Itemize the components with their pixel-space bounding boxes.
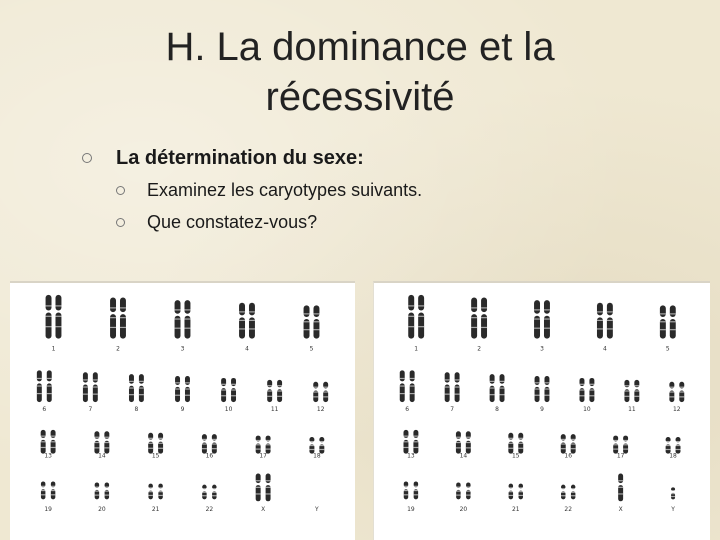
chromosome-number-label: Y [315, 506, 319, 514]
chromosome-number-label: 17 [259, 452, 267, 460]
chromosome [634, 380, 639, 402]
chromosome [323, 382, 328, 402]
chromosome-number-label: 14 [459, 452, 468, 460]
chromosome [148, 433, 153, 454]
chromosome [490, 374, 495, 402]
karyotype-left-svg [10, 283, 355, 540]
chromosome [267, 380, 272, 402]
chromosome [471, 298, 477, 339]
chromosome-number-label: 14 [98, 452, 106, 460]
chromosome [309, 437, 314, 454]
chromosome [676, 437, 681, 454]
chromosome [413, 430, 418, 454]
chromosome [239, 303, 245, 339]
chromosome [408, 295, 414, 339]
chromosome [94, 431, 99, 453]
chromosome-number-label: 21 [512, 506, 520, 514]
chromosome [202, 485, 206, 500]
chromosome [410, 370, 415, 402]
chromosome-x [618, 474, 623, 502]
chromosome [256, 436, 261, 454]
chromosome [518, 433, 523, 454]
chromosome [51, 481, 55, 499]
chromosome [110, 298, 116, 339]
chromosome-number-label: 3 [540, 345, 544, 353]
chromosome [202, 434, 207, 454]
chromosome-number-label: 20 [459, 506, 468, 514]
chromosome [95, 483, 99, 500]
chromosome-number-label: X [618, 506, 623, 514]
chromosome [221, 378, 226, 402]
chromosome-number-label: 3 [180, 345, 185, 353]
chromosome-number-label: 19 [407, 506, 415, 514]
chromosome-number-label: 12 [316, 406, 325, 414]
chromosome [231, 378, 236, 402]
chromosome [175, 376, 180, 402]
chromosome [666, 437, 671, 454]
chromosome [277, 380, 282, 402]
chromosome [93, 372, 98, 402]
karyotype-right-svg [374, 283, 710, 540]
chromosome [481, 298, 487, 339]
chromosome-number-label: 17 [616, 452, 625, 460]
chromosome [670, 305, 676, 338]
chromosome [83, 372, 88, 402]
chromosome-number-label: 7 [450, 406, 455, 414]
chromosome-y [671, 487, 675, 499]
chromosome [41, 481, 45, 499]
chromosome-number-label: 8 [134, 406, 139, 414]
chromosome-number-label: 2 [477, 345, 481, 353]
chromosome [158, 433, 163, 454]
karyotype-image-right [373, 281, 710, 540]
chromosome-number-label: 18 [669, 452, 677, 460]
chromosome [175, 300, 181, 338]
chromosome [456, 483, 460, 500]
chromosome [669, 382, 674, 402]
chromosome-number-label: 9 [540, 406, 544, 414]
chromosome [184, 300, 190, 338]
chromosome [607, 303, 613, 339]
chromosome [120, 298, 126, 339]
chromosome [212, 485, 216, 500]
chromosome [466, 483, 470, 500]
bullet-main-text: La détermination du sexe: [116, 146, 364, 169]
chromosome-number-label: 10 [224, 406, 233, 414]
chromosome-number-label: 6 [405, 406, 410, 414]
chromosome-number-label: 7 [88, 406, 93, 414]
bullet-circle-icon [116, 218, 125, 227]
chromosome [404, 481, 408, 499]
chromosome [105, 483, 109, 500]
chromosome-number-label: Y [671, 506, 675, 514]
bullet-circle-icon [116, 186, 125, 195]
chromosome-number-label: 12 [673, 406, 681, 414]
bullet-item-sub-1 [116, 176, 642, 204]
chromosome [544, 300, 550, 338]
chromosome [508, 433, 513, 454]
chromosome [597, 303, 603, 339]
bullet-list [82, 144, 642, 236]
chromosome [519, 484, 523, 500]
chromosome-number-label: 1 [414, 345, 419, 353]
chromosome [589, 378, 594, 402]
chromosome [500, 374, 505, 402]
bullet-item-sub-2 [116, 208, 642, 236]
chromosome-number-label: 16 [205, 452, 214, 460]
chromosome [561, 485, 565, 500]
chromosome [313, 382, 318, 402]
chromosome [679, 382, 684, 402]
chromosome [455, 372, 460, 402]
chromosome-number-label: 21 [151, 506, 160, 514]
chromosome-number-label: 22 [564, 506, 572, 514]
chromosome-x [266, 474, 271, 502]
chromosome [129, 374, 134, 402]
bullet-item-main [82, 144, 642, 172]
chromosome [624, 380, 629, 402]
chromosome [534, 300, 540, 338]
chromosome [212, 434, 217, 454]
chromosome-number-label: 13 [44, 452, 52, 460]
chromosome [104, 431, 109, 453]
chromosome [613, 436, 618, 454]
title-line-1: H. La dominance et la [165, 25, 555, 69]
karyotype-image-left [10, 281, 355, 540]
chromosome-number-label: 11 [628, 406, 636, 414]
chromosome [544, 376, 549, 402]
chromosome [266, 436, 271, 454]
chromosome-number-label: 5 [309, 345, 314, 353]
chromosome-number-label: 20 [98, 506, 106, 514]
chromosome [579, 378, 584, 402]
chromosome [46, 295, 52, 339]
chromosome-number-label: 5 [665, 345, 670, 353]
chromosome [47, 370, 52, 402]
chromosome [414, 481, 418, 499]
chromosome-number-label: 11 [270, 406, 279, 414]
chromosome [456, 431, 461, 453]
chromosome [185, 376, 190, 402]
chromosome-number-label: 8 [495, 406, 499, 414]
chromosome-number-label: 2 [116, 345, 120, 353]
chromosome-number-label: 15 [151, 452, 160, 460]
chromosome-number-label: 15 [512, 452, 520, 460]
chromosome [51, 430, 56, 454]
chromosome [249, 303, 255, 339]
bullet-circle-icon [82, 153, 92, 163]
chromosome-number-label: 1 [51, 345, 56, 353]
chromosome-number-label: 6 [42, 406, 47, 414]
chromosome-number-label: 9 [180, 406, 185, 414]
chromosome [571, 485, 575, 500]
chromosome-number-label: X [261, 506, 266, 514]
chromosome [139, 374, 144, 402]
chromosome [445, 372, 450, 402]
chromosome-number-label: 22 [205, 506, 214, 514]
chromosome [400, 370, 405, 402]
chromosome-number-label: 10 [583, 406, 591, 414]
chromosome [561, 434, 566, 454]
chromosome [623, 436, 628, 454]
chromosome [37, 370, 42, 402]
chromosome [403, 430, 408, 454]
chromosome-number-label: 4 [245, 345, 249, 353]
chromosome [535, 376, 540, 402]
chromosome [418, 295, 424, 339]
bullet-sub-2-text: Que constatez-vous? [147, 211, 318, 232]
chromosome [571, 434, 576, 454]
chromosome-number-label: 18 [313, 452, 321, 460]
chromosome-x [256, 474, 261, 502]
chromosome-number-label: 13 [407, 452, 415, 460]
chromosome-number-label: 19 [44, 506, 52, 514]
chromosome [304, 305, 310, 338]
chromosome [660, 305, 666, 338]
slide-title [110, 22, 610, 122]
chromosome [509, 484, 513, 500]
chromosome [41, 430, 46, 454]
title-line-2: récessivité [265, 75, 455, 119]
chromosome [313, 305, 319, 338]
chromosome [466, 431, 471, 453]
chromosome [319, 437, 324, 454]
chromosome [148, 484, 152, 500]
chromosome-number-label: 16 [564, 452, 572, 460]
chromosome [158, 484, 162, 500]
chromosome [55, 295, 61, 339]
chromosome-number-label: 4 [603, 345, 607, 353]
bullet-sub-1-text: Examinez les caryotypes suivants. [147, 179, 423, 200]
